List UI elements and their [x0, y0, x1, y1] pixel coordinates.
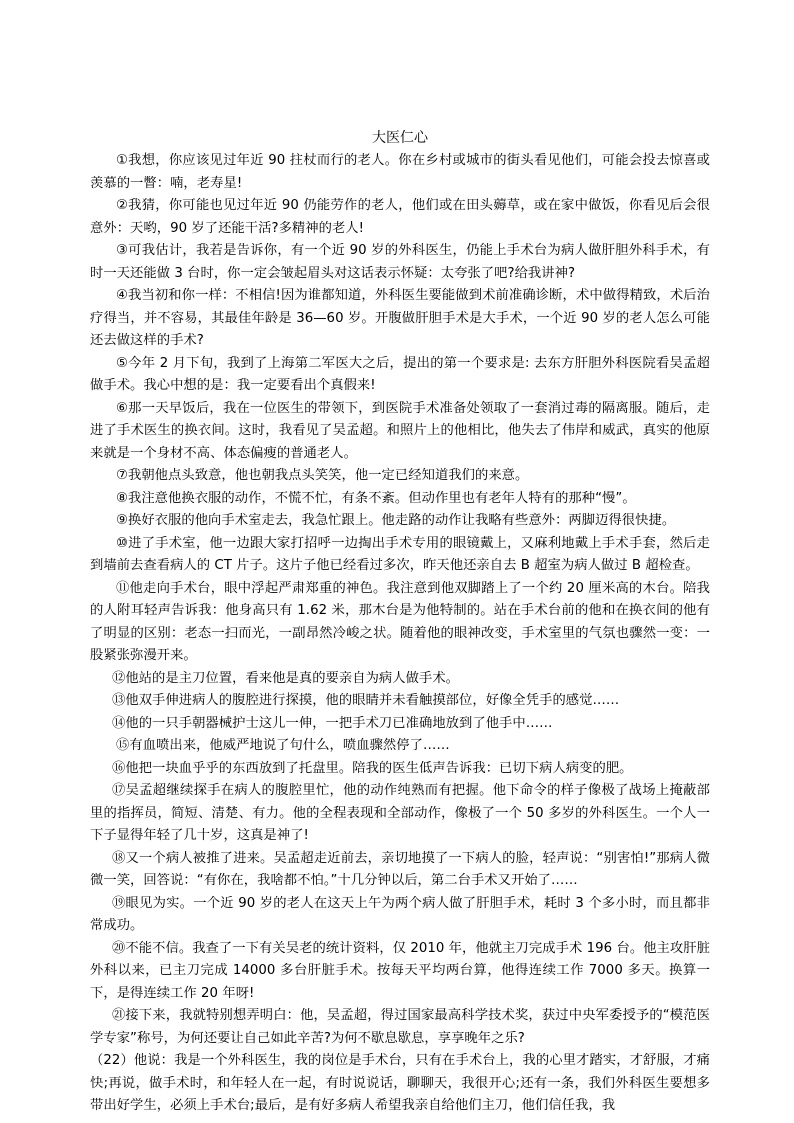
paragraph-18: ⑱又一个病人被推了进来。吴孟超走近前去，亲切地摸了一下病人的脸，轻声说：“别害怕!”那病人微微一笑，回答说：“有你在，我啥都不怕。”十几分钟以后，第二台手术又开始了……: [90, 850, 710, 888]
paragraph-10: ⑩进了手术室，他一边跟大家打招呼一边掏出手术专用的眼镜戴上，又麻利地戴上手术手套，然后走到墙前去查看病人的 CT 片子。这片子他已经看过多次，昨天他还亲自去 B 超室为病人做过 B 超检查。: [90, 535, 710, 573]
paragraph-6: ⑥那一天早饭后，我在一位医生的带领下，到医院手术准备处领取了一套消过毒的隔离服。随后，走进了手术医生的换衣间。这时，我看见了吴孟超。和照片上的他相比，他失去了伟岸和威武，真实的他原来就是一个身材不高、体态偏瘦的普通老人。: [90, 400, 710, 461]
paragraph-5: ⑤今年 2 月下旬，我到了上海第二军医大之后，提出的第一个要求是: 去东方肝胆外科医院看吴孟超做手术。我心中想的是：我一定要看出个真假来!: [90, 355, 710, 393]
paragraph-9: ⑨换好衣服的他向手术室走去，我急忙跟上。他走路的动作让我略有些意外：两脚迈得很快捷。: [116, 513, 676, 528]
paragraph-11: ⑪他走向手术台，眼中浮起严肃郑重的神色。我注意到他双脚踏上了一个约 20 厘米高的木台。陪我的人附耳轻声告诉我：他身高只有 1.62 米，那木台是为他特制的。站在手术台前的他和在换衣间的他有了明显的区别：老态一扫而光，一副昂然冷峻之状。随着他的眼神改变，手术室里的气氛也骤然一变：一股紧张弥漫开来。: [90, 580, 710, 663]
paragraph-3: ③可我估计，我若是告诉你，有一个近 90 岁的外科医生，仍能上手术台为病人做肝胆外科手术，有时一天还能做 3 台时，你一定会皱起眉头对这话表示怀疑：太夸张了吧?给我讲神?: [90, 243, 710, 281]
paragraph-22: （22）他说：我是一个外科医生，我的岗位是手术台，只有在手术台上，我的心里才踏实，才舒服，才痛快;再说，做手术时，和年轻人在一起，有时说说话，聊聊天，我很开心;还有一条，我们外科医生要想多带出好学生，必须上手术台;最后，是有好多病人希望我亲自给他们主刀，他们信任我，我: [90, 1053, 710, 1113]
paragraph-17: ⑰吴孟超继续探手在病人的腹腔里忙，他的动作纯熟而有把握。他下命令的样子像极了战场上掩蔽部里的指挥员，简短、清楚、有力。他的全程表现和全部动作，像极了一个 50 多岁的外科医生。一个人一下子显得年轻了几十岁，这真是神了!: [90, 783, 710, 843]
article-title: 大医仁心: [372, 130, 428, 146]
paragraph-4: ④我当初和你一样：不相信!因为谁都知道，外科医生要能做到术前准确诊断，术中做得精致，术后治疗得当，并不容易，其最佳年龄是 36—60 岁。开腹做肝胆手术是大手术，一个近 90 岁的老人怎么可能还去做这样的手术?: [90, 288, 710, 348]
paragraph-12: ⑫他站的是主刀位置，看来他是真的要亲自为病人做手术。: [112, 670, 460, 686]
paragraph-1: ①我想，你应该见过年近 90 拄杖而行的老人。你在乡村或城市的街头看见他们，可能会投去惊喜或羡慕的一瞥：喃，老寿星!: [90, 153, 710, 191]
paragraph-14: ⑭他的一只手朝器械护士这儿一伸，一把手术刀已准确地放到了他手中……: [112, 715, 553, 731]
paragraph-2: ②我猜，你可能也见过年近 90 仍能劳作的老人，他们或在田头薅草，或在家中做饭，你看见后会很意外：天哟，90 岁了还能干活?多精神的老人!: [90, 198, 710, 236]
document-page: [90, 128, 710, 1118]
paragraph-15: ⑮有血喷出来，他威严地说了句什么，喷血骤然停了……: [116, 738, 450, 753]
paragraph-16: ⑯他把一块血乎乎的东西放到了托盘里。陪我的医生低声告诉我：已切下病人病变的肥。: [112, 760, 633, 776]
paragraph-21: ㉑接下来，我就特别想弄明白：他，吴孟超，得过国家最高科学技术奖，获过中央军委授予的“模范医学专家”称号，为何还要让自己如此辛苦?为何不歇息歇息，享享晚年之乐?: [90, 1008, 710, 1046]
paragraph-8: ⑧我注意他换衣服的动作，不慌不忙，有条不紊。但动作里也有老年人特有的那种“慢”。: [116, 490, 636, 506]
paragraph-20: ⑳不能不信。我查了一下有关吴老的统计资料，仅 2010 年，他就主刀完成手术 196 台。他主攻肝脏外科以来，已主刀完成 14000 多台肝脏手术。按每天平均两台算，他得连续工作 7000 多天。换算一下，是得连续工作 20 年呀!: [90, 940, 710, 1001]
paragraph-7: ⑦我朝他点头致意，他也朝我点头笑笑，他一定已经知道我们的来意。: [116, 468, 529, 483]
paragraph-19: ⑲眼见为实。一个近 90 岁的老人在这天上午为两个病人做了肝胆手术，耗时 3 个多小时，而且都非常成功。: [90, 895, 710, 933]
paragraph-13: ⑬他双手伸进病人的腹腔进行探摸，他的眼睛并未看触摸部位，好像全凭手的感觉……: [112, 693, 620, 708]
